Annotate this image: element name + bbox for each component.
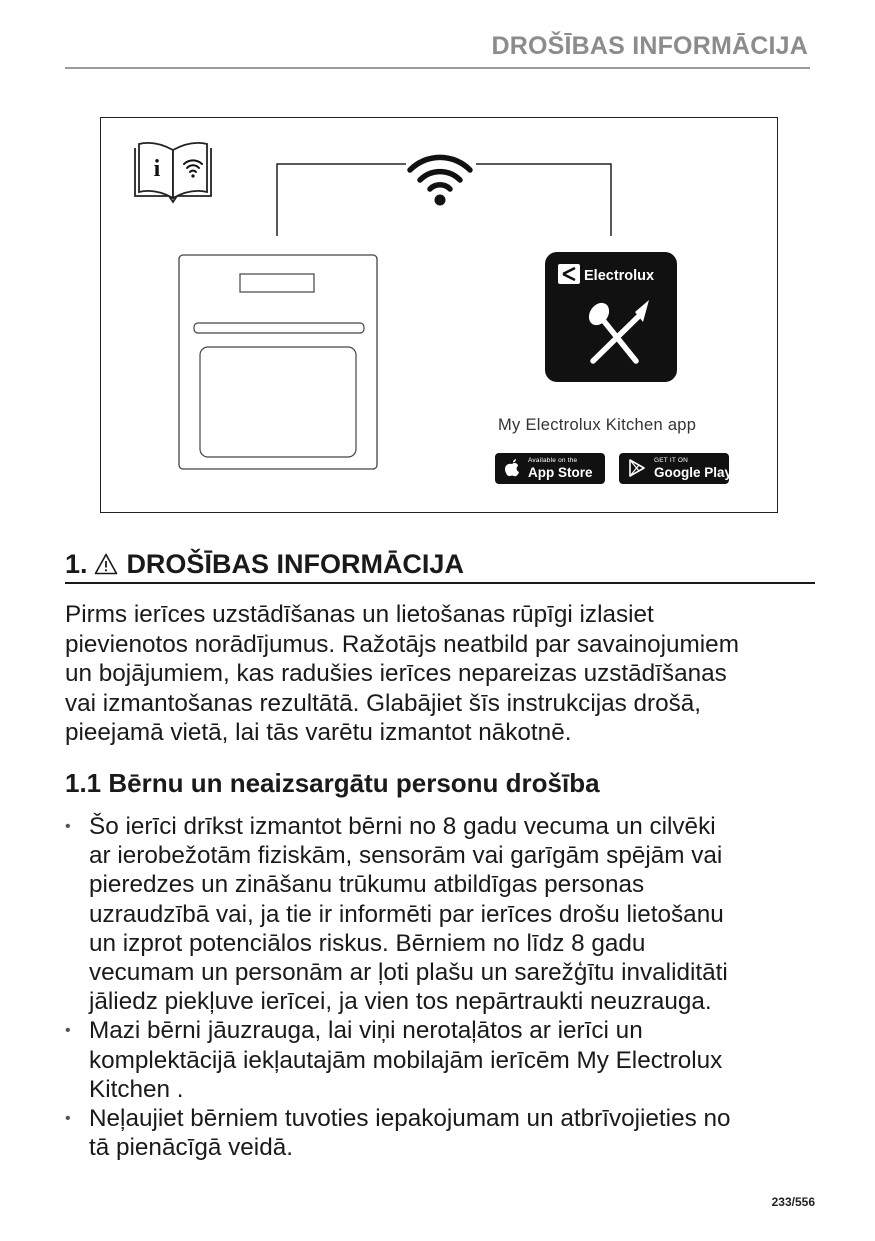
header-rule bbox=[65, 67, 810, 69]
app-store-big: App Store bbox=[528, 465, 593, 480]
google-play-badge[interactable] bbox=[619, 453, 733, 484]
connector-line-app bbox=[476, 164, 611, 236]
wifi-icon bbox=[410, 157, 470, 205]
bullet-line: vecumam un personām ar ļoti plašu un sarežģītu invaliditāti bbox=[89, 959, 728, 987]
google-play-big: Google Play bbox=[654, 465, 733, 480]
apple-icon bbox=[504, 459, 520, 477]
page-number: 233/556 bbox=[771, 1195, 815, 1209]
electrolux-logo-icon bbox=[558, 264, 580, 284]
connector-line-oven bbox=[277, 164, 406, 236]
bullet-dot: • bbox=[65, 818, 71, 835]
intro-line: vai izmantošanas rezultātā. Glabājiet šīs instrukcijas drošā, bbox=[65, 689, 702, 717]
google-play-small: GET IT ON bbox=[654, 457, 689, 464]
intro-line: pievienotos norādījumus. Ražotājs neatbild par savainojumiem bbox=[65, 630, 739, 658]
brand-name: Electrolux bbox=[584, 268, 655, 284]
bullet-line: tā pienācīgā veidā. bbox=[89, 1134, 293, 1162]
bullet-line: ar ierobežotām fiziskām, sensorām vai garīgām spējām vai bbox=[89, 842, 723, 870]
intro-line: pieejamā vietā, lai tās varētu izmantot nākotnē. bbox=[65, 719, 572, 746]
bullet-line: pieredzes un zināšanu trūkumu atbildīgas personas bbox=[89, 871, 645, 899]
book-info-letter: i bbox=[153, 156, 161, 182]
list-item bbox=[65, 1016, 825, 1104]
list-item bbox=[65, 1104, 825, 1162]
app-caption: My Electrolux Kitchen app bbox=[498, 416, 697, 434]
section-number: 1. bbox=[65, 549, 88, 579]
list-item bbox=[65, 812, 825, 1016]
manual-book-icon bbox=[135, 143, 211, 202]
intro-line: un bojājumiem, kas radušies ierīces nepareizas uzstādīšanas bbox=[65, 660, 727, 687]
subsection-title: 1.1 Bērnu un neaizsargātu personu drošība bbox=[65, 768, 600, 798]
warning-icon bbox=[94, 553, 118, 575]
bullet-line: komplektācijā iekļautajām mobilajām ierīcēm My Electrolux bbox=[89, 1046, 723, 1074]
oven-window bbox=[200, 347, 356, 457]
bullet-line: un izprot potenciālos riskus. Bērniem no līdz 8 gadu bbox=[89, 929, 646, 957]
bullet-line: jāliedz piekļuve ierīcei, ja vien tos nepārtraukti neuzrauga. bbox=[89, 988, 712, 1016]
section-heading bbox=[65, 546, 815, 584]
bullet-line: Šo ierīci drīkst izmantot bērni no 8 gadu vecuma un cilvēki bbox=[89, 813, 716, 840]
electrolux-app-tile bbox=[545, 252, 677, 382]
oven-display bbox=[240, 274, 314, 292]
google-play-icon bbox=[628, 459, 646, 477]
connectivity-figure bbox=[100, 117, 778, 513]
app-store-small: Available on the bbox=[528, 457, 578, 464]
app-store-badge[interactable] bbox=[495, 453, 605, 484]
bullet-line: Mazi bērni jāuzrauga, lai viņi nerotaļātos ar ierīci un bbox=[89, 1017, 643, 1045]
intro-paragraph bbox=[65, 600, 825, 748]
safety-bullet-list bbox=[65, 812, 825, 1162]
bullet-dot: • bbox=[65, 1110, 71, 1128]
oven-handle bbox=[194, 323, 364, 333]
intro-line: Pirms ierīces uzstādīšanas un lietošanas rūpīgi izlasiet bbox=[65, 601, 654, 628]
oven-illustration bbox=[179, 255, 377, 469]
running-header-title: DROŠĪBAS INFORMĀCIJA bbox=[491, 32, 808, 60]
bullet-line: Neļaujiet bērniem tuvoties iepakojumam un atbrīvojieties no bbox=[89, 1105, 731, 1133]
bullet-dot: • bbox=[65, 1022, 71, 1040]
bullet-line: Kitchen . bbox=[89, 1075, 184, 1103]
section-title: DROŠĪBAS INFORMĀCIJA bbox=[126, 549, 464, 579]
bullet-line: uzraudzībā vai, ja tie ir informēti par ierīces drošu lietošanu bbox=[89, 900, 724, 928]
